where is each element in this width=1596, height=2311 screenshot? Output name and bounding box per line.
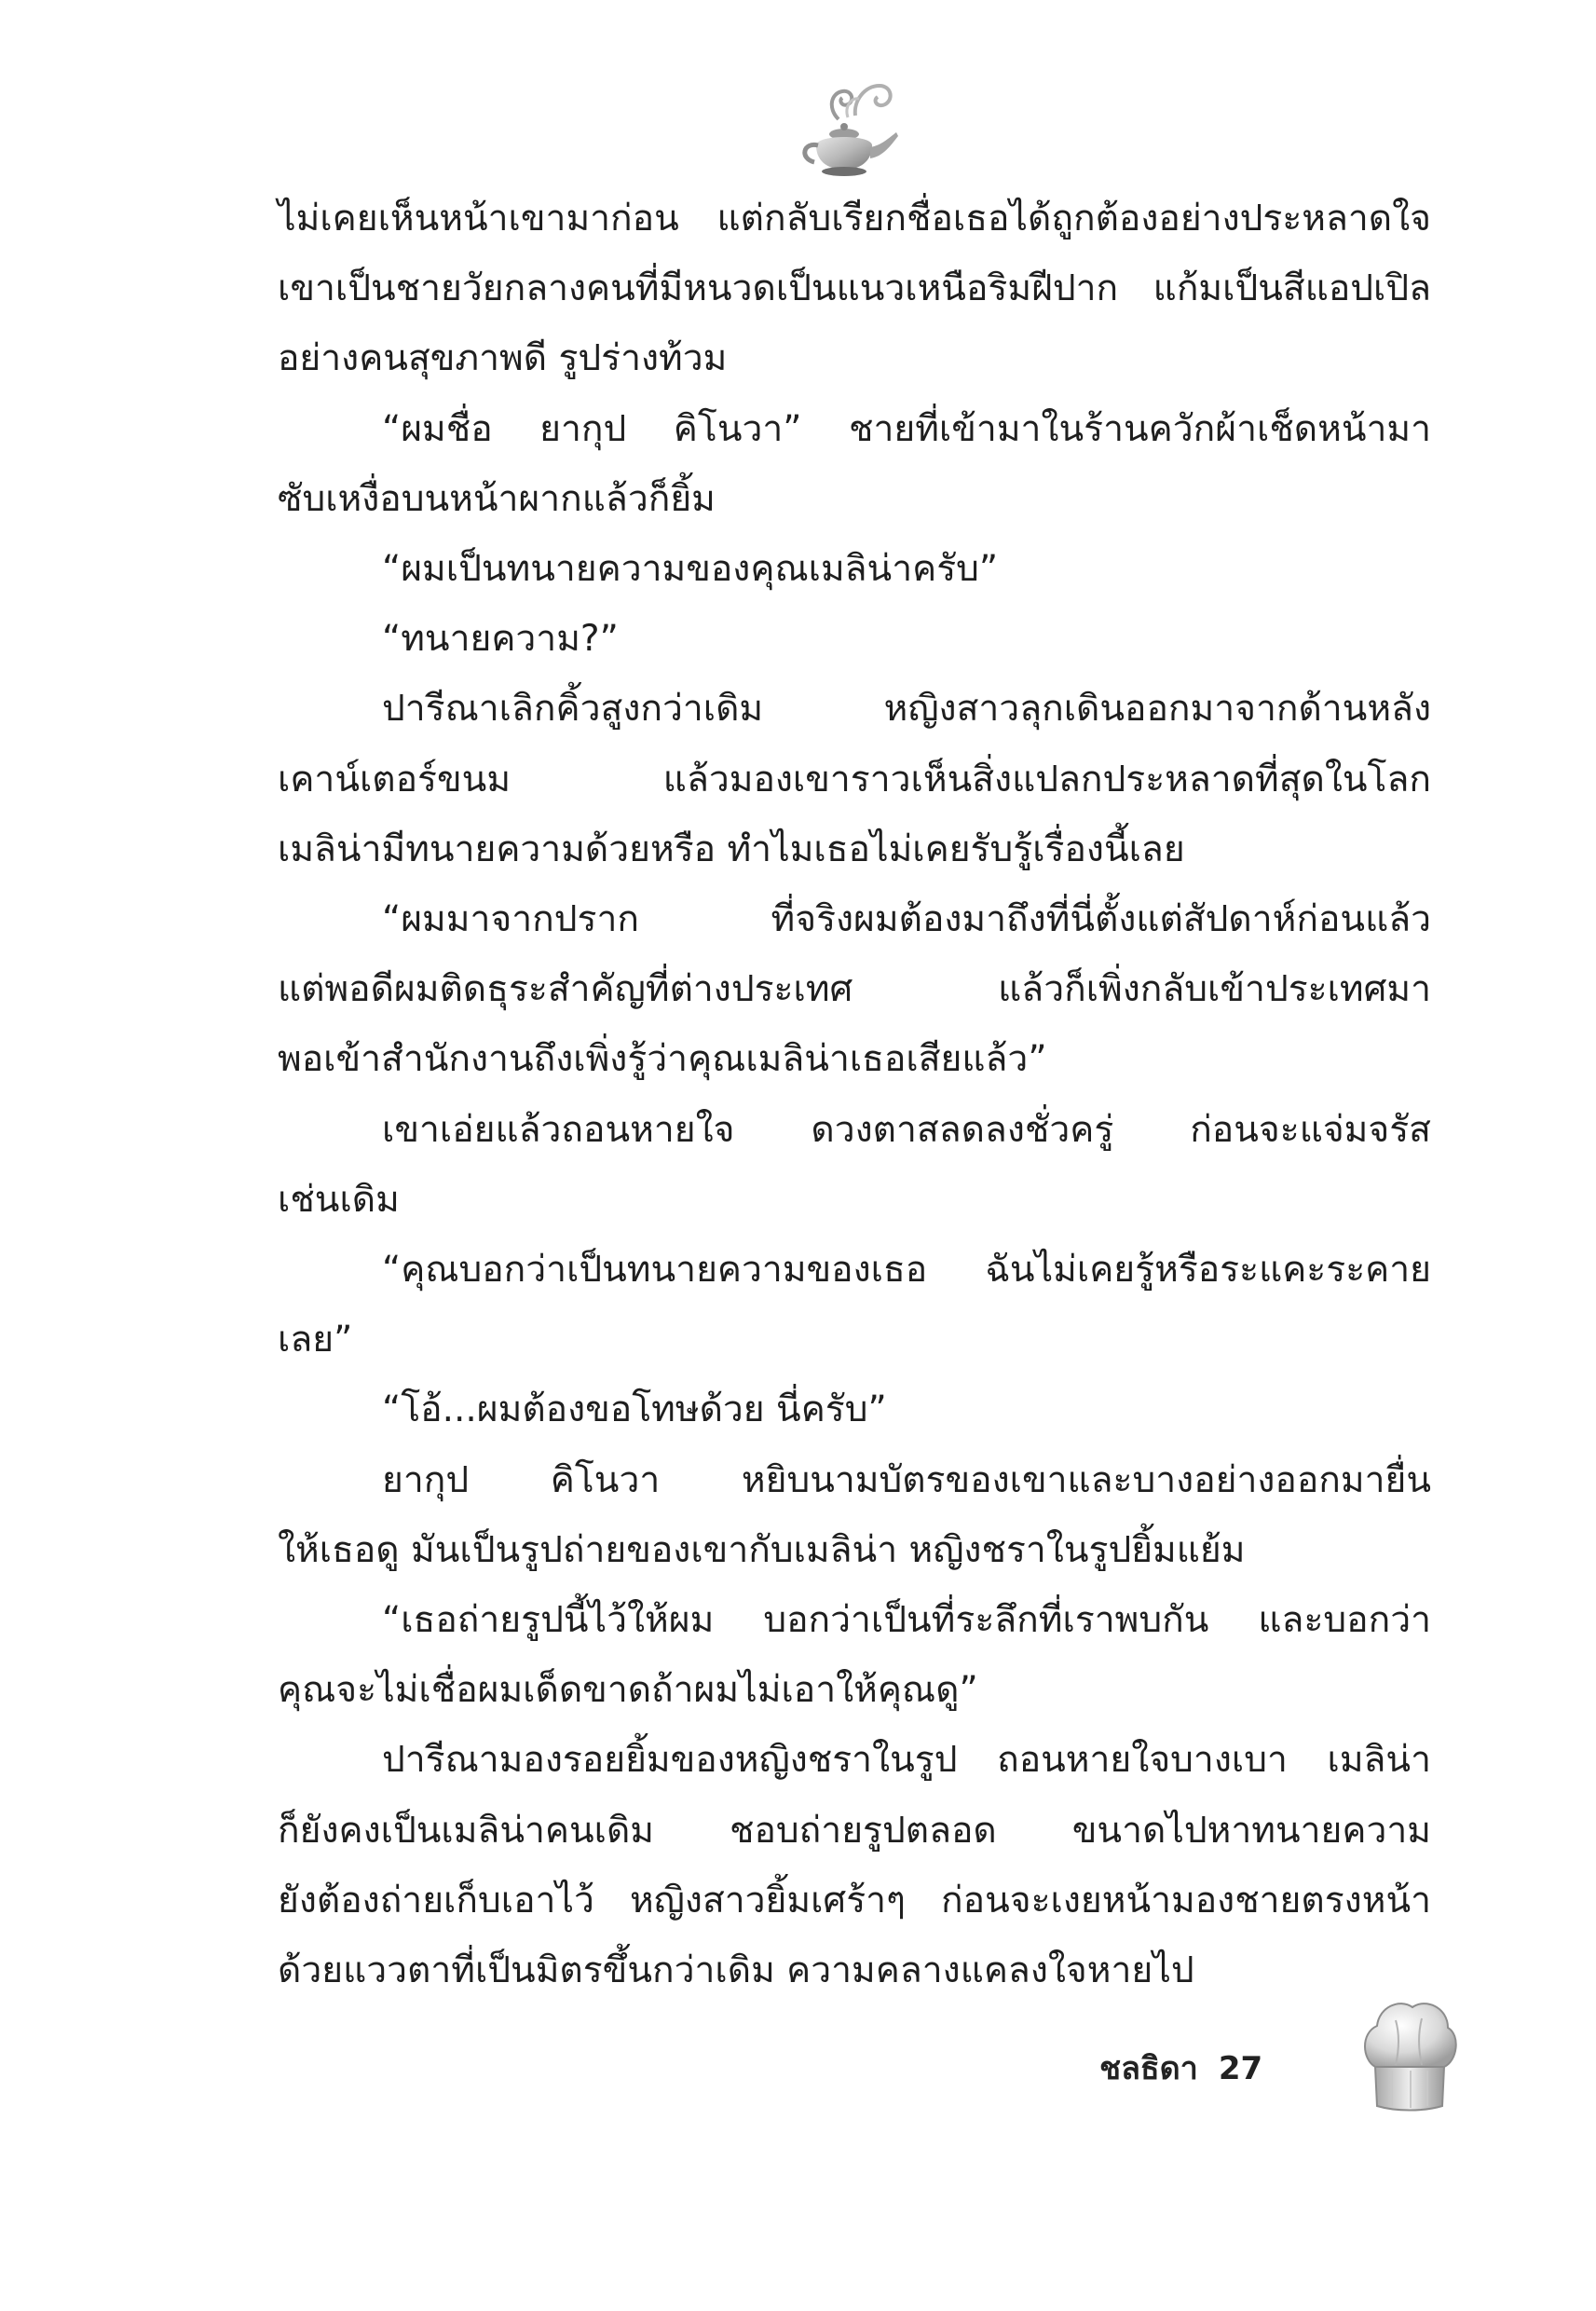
page-footer (1099, 2041, 1262, 2097)
chef-hat-icon (1358, 1992, 1459, 2113)
text-line: ก็ยังคงเป็นเมลิน่าคนเดิม ชอบถ่ายรูปตลอด ขนาดไปหาทนายความ (278, 1810, 1431, 1852)
text-line: เลย” (278, 1319, 353, 1361)
text-line: ให้เธอดู มันเป็นรูปถ่ายของเขากับเมลิน่า หญิงชราในรูปยิ้มแย้ม (278, 1529, 1246, 1571)
text-line: เขาเป็นชายวัยกลางคนที่มีหนวดเป็นแนวเหนือริมฝีปาก แก้มเป็นสีแอปเปิล (278, 267, 1431, 309)
text-line: แต่พอดีผมติดธุระสำคัญที่ต่างประเทศ แล้วก็เพิ่งกลับเข้าประเทศมา (278, 968, 1431, 1010)
text-line: พอเข้าสำนักงานถึงเพิ่งรู้ว่าคุณเมลิน่าเธอเสียแล้ว” (278, 1038, 1047, 1080)
text-line: ปารีณาเลิกคิ้วสูงกว่าเดิม หญิงสาวลุกเดินออกมาจากด้านหลัง (382, 688, 1431, 730)
text-line: “ทนายความ?” (382, 618, 619, 660)
text-line: “ผมมาจากปราก ที่จริงผมต้องมาถึงที่นี่ตั้งแต่สัปดาห์ก่อนแล้ว (382, 898, 1431, 940)
text-line: อย่างคนสุขภาพดี รูปร่างท้วม (278, 337, 728, 379)
text-line: เมลิน่ามีทนายความด้วยหรือ ทำไมเธอไม่เคยรับรู้เรื่องนี้เลย (278, 828, 1185, 870)
text-line: “โอ้...ผมต้องขอโทษด้วย นี่ครับ” (382, 1388, 887, 1430)
teapot-icon (790, 73, 906, 183)
text-line: ไม่เคยเห็นหน้าเขามาก่อน แต่กลับเรียกชื่อเธอได้ถูกต้องอย่างประหลาดใจ (278, 198, 1431, 239)
text-line: ปารีณามองรอยยิ้มของหญิงชราในรูป ถอนหายใจบางเบา เมลิน่า (382, 1739, 1431, 1781)
page-number: 27 (1218, 2050, 1263, 2087)
text-line: ด้วยแววตาที่เป็นมิตรขึ้นกว่าเดิม ความคลางแคลงใจหายไป (278, 1949, 1194, 1991)
text-line: เช่นเดิม (278, 1179, 400, 1221)
text-line: ยากุป คิโนวา หยิบนามบัตรของเขาและบางอย่างออกมายื่น (382, 1459, 1431, 1501)
text-line: ยังต้องถ่ายเก็บเอาไว้ หญิงสาวยิ้มเศร้าๆ ก่อนจะเงยหน้ามองชายตรงหน้า (278, 1880, 1431, 1921)
text-line: คุณจะไม่เชื่อผมเด็ดขาดถ้าผมไม่เอาให้คุณดู” (278, 1669, 978, 1711)
text-line: เคาน์เตอร์ขนม แล้วมองเขาราวเห็นสิ่งแปลกประหลาดที่สุดในโลก (278, 759, 1431, 800)
text-line: “เธอถ่ายรูปนี้ไว้ให้ผม บอกว่าเป็นที่ระลึกที่เราพบกัน และบอกว่า (382, 1599, 1431, 1641)
text-line: “ผมเป็นทนายความของคุณเมลิน่าครับ” (382, 548, 999, 590)
text-line: เขาเอ่ยแล้วถอนหายใจ ดวงตาสลดลงชั่วครู่ ก่อนจะแจ่มจรัส (382, 1109, 1431, 1151)
body-text (278, 191, 1431, 2017)
author-name: ชลธิดา (1099, 2050, 1198, 2087)
text-line: ซับเหงื่อบนหน้าผากแล้วก็ยิ้ม (278, 478, 716, 520)
text-line: “ผมชื่อ ยากุป คิโนวา” ชายที่เข้ามาในร้านควักผ้าเช็ดหน้ามา (382, 408, 1431, 450)
text-line: “คุณบอกว่าเป็นทนายความของเธอ ฉันไม่เคยรู้หรือระแคะระคาย (382, 1249, 1431, 1291)
